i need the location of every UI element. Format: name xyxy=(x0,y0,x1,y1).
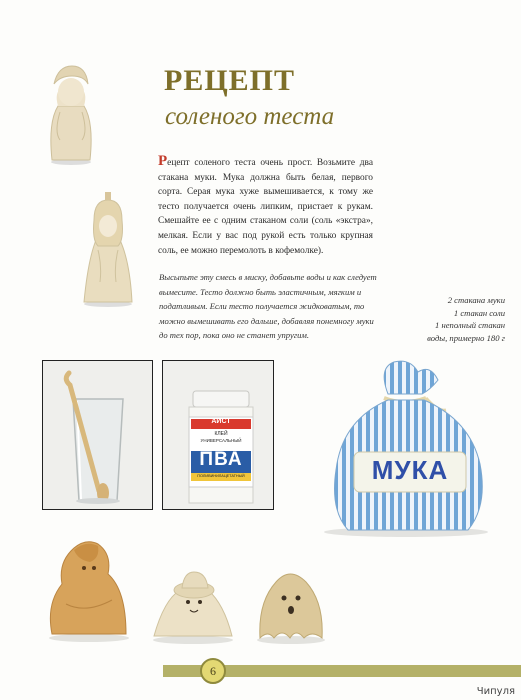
glue-label-sub: ПОЛИВИНИЛАЦЕТАТНЫЙ xyxy=(197,474,245,478)
glue-label-line2: УНИВЕРСАЛЬНЫЙ xyxy=(200,438,242,443)
flour-bag-label: МУКА xyxy=(371,455,449,485)
ingredient-item: 1 стакан соли xyxy=(453,307,505,318)
page-subtitle: соленого теста xyxy=(165,103,335,130)
glue-label-line1: КЛЕЙ xyxy=(214,431,228,437)
recipe-body: ецепт соленого теста очень прост. Возьмите два стакана муки. Мука должна быть белая, первого сорта. Серая мука хуже вымешивается, к тому же тесто получается очень липким, пристает к рукам. Смешайте ее с одним стаканом соли (соль «экстра», мелкая. Если у вас под рукой есть только крупная соль, ее можно перемолоть в кофемолке). xyxy=(158,158,373,256)
pva-glue-photo xyxy=(162,360,274,510)
flour-bag-image xyxy=(318,360,494,538)
page-title: РЕЦЕПТ xyxy=(164,64,296,97)
ingredients-list xyxy=(380,294,505,344)
ingredient-item: воды, примерно 180 г xyxy=(427,332,505,343)
glue-label-big: ПВА xyxy=(199,449,243,470)
drop-cap: Р xyxy=(158,153,168,169)
page-number: 6 xyxy=(200,658,226,684)
glass-spoon-photo xyxy=(42,360,153,510)
glue-brand-label: АИСТ xyxy=(211,418,231,425)
watermark: Чипуля xyxy=(476,686,515,697)
dough-figurine-small-ghost-image xyxy=(254,562,328,644)
dough-figurine-girl-image xyxy=(78,190,138,308)
dough-figurine-hat-image xyxy=(40,62,102,166)
dough-figurine-hat-ghost-image xyxy=(150,560,236,644)
recipe-instructions-italic: Высыпьте эту смесь в миску, добавьте воды и как следует вымесите. Тесто должно быть эластичным, мягким и податливым. Если тесто получается жидковатым, то можно вымешивать его дальше, добавляя понемногу муки до тех пор, пока оно не станет упругим. xyxy=(159,272,377,340)
dough-figurine-orange-ghost-image xyxy=(46,534,132,642)
ingredient-item: 2 стакана муки xyxy=(447,295,505,305)
ingredient-item: 1 неполный стакан xyxy=(435,320,505,330)
glass-with-spoon-image xyxy=(43,361,152,509)
recipe-body-text xyxy=(158,154,373,258)
